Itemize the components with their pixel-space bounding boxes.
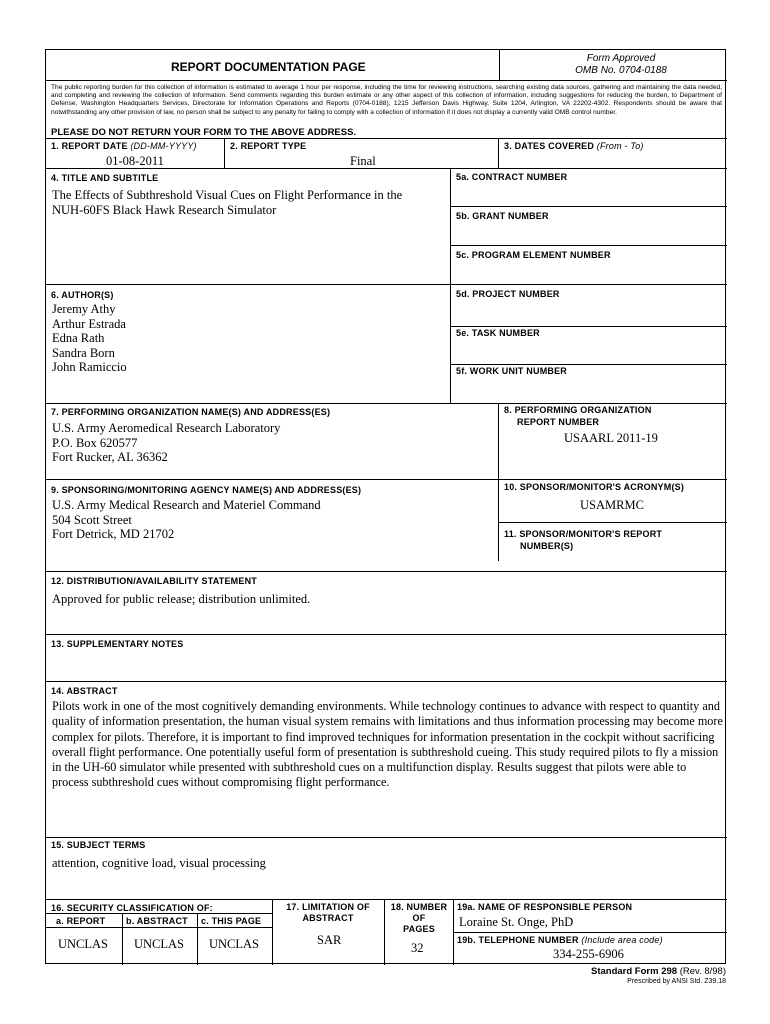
divider [450, 245, 727, 246]
sponsor-report-label [504, 528, 662, 552]
divider [46, 837, 727, 838]
address-line: Fort Rucker, AL 36362 [52, 450, 168, 464]
label-line: 11. SPONSOR/MONITOR'S REPORT [504, 529, 663, 539]
title-line: NUH-60FS Black Hawk Research Simulator [52, 202, 277, 217]
divider [224, 138, 225, 168]
authors-label: 6. AUTHOR(S) [51, 290, 114, 300]
security-abstract-value[interactable]: UNCLAS [134, 937, 185, 951]
label-line: 8. PERFORMING ORGANIZATION [504, 405, 652, 415]
divider [46, 479, 727, 480]
label-line: REPORT NUMBER [517, 417, 600, 427]
author-name: John Ramiccio [52, 360, 127, 374]
security-report-value[interactable]: UNCLAS [58, 937, 109, 951]
report-type-value[interactable]: Final [350, 154, 376, 168]
dates-covered-label: 3. DATES COVERED (From - To) [504, 141, 644, 151]
sponsor-acronym-value[interactable]: USAMRMC [580, 498, 644, 512]
divider [498, 403, 499, 561]
divider [46, 168, 727, 169]
return-notice: PLEASE DO NOT RETURN YOUR FORM TO THE ABOVE ADDRESS. [51, 127, 357, 138]
label-line: ABSTRACT [302, 913, 354, 923]
divider [46, 927, 272, 928]
limitation-value[interactable]: SAR [317, 933, 342, 947]
author-name: Sandra Born [52, 345, 115, 360]
divider [46, 571, 727, 572]
address-line: P.O. Box 620577 [52, 435, 138, 450]
authors-list[interactable] [52, 302, 127, 375]
divider [450, 168, 451, 404]
distribution-label: 12. DISTRIBUTION/AVAILABILITY STATEMENT [51, 576, 257, 586]
abstract-text[interactable]: Pilots work in one of the most cognitively demanding environments. While technology continues to advance with respect to quantity and quality of information presentation, the human visual system remains with limitations and thus information processing may become more complex for pilots. Therefore, it is important to find improved techniques for information presentation in the cockpit without sacrificing overall flight performance. One potentially useful form of presentation is subthreshold cueing. This study required pilots to fly a mission in the UH-60 simulator while presented with subthreshold cues on a multifunction display. Results suggest that pilots were able to process subthreshold cues without compromising flight performance. [52, 699, 723, 790]
performing-report-value[interactable]: USAARL 2011-19 [564, 431, 658, 445]
address-line: Fort Detrick, MD 21702 [52, 527, 175, 541]
security-page-value[interactable]: UNCLAS [209, 937, 260, 951]
report-type-label: 2. REPORT TYPE [230, 141, 307, 151]
grant-number-label: 5b. GRANT NUMBER [456, 211, 549, 221]
task-number-label: 5e. TASK NUMBER [456, 328, 540, 338]
label-line: 18. NUMBER [390, 902, 448, 912]
divider [499, 50, 500, 80]
author-name: Jeremy Athy [52, 302, 116, 316]
subject-terms-value[interactable]: attention, cognitive load, visual processing [52, 856, 266, 870]
divider [197, 913, 198, 965]
abstract-label: 14. ABSTRACT [51, 686, 118, 696]
burden-statement: The public reporting burden for this collection of information is estimated to average 1 hour per response, including the time for reviewing instructions, searching existing data sources, gathering and maintaining the data needed, and completing and reviewing the collection of information. Send comments regarding this burden estimate or any other aspect of this collection of information, including suggestions for reducing the burden, to Department of Defense, Washington Headquarters Services, Directorate for Information Operations and Reports (0704-0188), 1215 Jefferson Davis Highway, Suite 1204, Arlington, VA 22202-4302. Respondents should be aware that notwithstanding any other provision of law, no person shall be subject to any penalty for failing to comply with a collection of information if it does not display a currently valid OMB control number. [51, 84, 722, 116]
divider [450, 206, 727, 207]
title-line: The Effects of Subthreshold Visual Cues on Flight Performance in the [52, 188, 403, 202]
limitation-label [278, 902, 378, 924]
title-label: 4. TITLE AND SUBTITLE [51, 173, 159, 183]
work-unit-label: 5f. WORK UNIT NUMBER [456, 366, 567, 376]
divider [122, 913, 123, 965]
address-line: U.S. Army Aeromedical Research Laboratory [52, 421, 281, 435]
divider [46, 899, 727, 900]
label-line: OF [412, 913, 426, 923]
num-pages-label [387, 902, 451, 935]
telephone-value[interactable]: 334-255-6906 [553, 947, 624, 961]
form-title: REPORT DOCUMENTATION PAGE [171, 60, 366, 74]
divider [450, 364, 727, 365]
address-line: U.S. Army Medical Research and Materiel Command [52, 498, 321, 512]
form-footer [520, 966, 726, 985]
label-line: PAGES [403, 924, 435, 934]
divider [46, 913, 272, 914]
performing-org-label: 7. PERFORMING ORGANIZATION NAME(S) AND ADDRESS(ES) [51, 407, 331, 417]
divider [46, 138, 727, 139]
responsible-person-value[interactable]: Loraine St. Onge, PhD [459, 915, 574, 929]
performing-org-address[interactable] [52, 421, 280, 465]
report-date-value[interactable]: 01-08-2011 [106, 154, 164, 168]
divider [46, 681, 727, 682]
security-page-label: c. THIS PAGE [201, 916, 262, 926]
divider [450, 326, 727, 327]
divider [498, 522, 727, 523]
divider [46, 284, 727, 285]
label-line: 17. LIMITATION OF [286, 902, 370, 912]
contract-number-label: 5a. CONTRACT NUMBER [456, 172, 568, 182]
standard-form: Standard Form 298 (Rev. 8/98) [591, 966, 726, 977]
divider [384, 899, 385, 965]
divider [453, 932, 727, 933]
distribution-value[interactable]: Approved for public release; distribution unlimited. [52, 592, 311, 606]
form-approved-label: Form Approved [586, 53, 656, 64]
supplementary-label: 13. SUPPLEMENTARY NOTES [51, 639, 184, 649]
address-line: 504 Scott Street [52, 512, 132, 527]
form-approved [536, 53, 706, 77]
prescribed-by: Prescribed by ANSI Std. Z39.18 [627, 978, 726, 985]
responsible-person-label: 19a. NAME OF RESPONSIBLE PERSON [457, 902, 633, 912]
omb-number: OMB No. 0704-0188 [575, 65, 667, 76]
security-report-label: a. REPORT [56, 916, 106, 926]
author-name: Arthur Estrada [52, 316, 126, 331]
divider [46, 80, 727, 81]
security-abstract-label: b. ABSTRACT [126, 916, 188, 926]
security-label: 16. SECURITY CLASSIFICATION OF: [51, 903, 213, 913]
project-number-label: 5d. PROJECT NUMBER [456, 289, 560, 299]
report-documentation-form [45, 49, 726, 964]
title-value[interactable] [52, 188, 402, 217]
divider [498, 138, 499, 168]
subject-terms-label: 15. SUBJECT TERMS [51, 840, 146, 850]
performing-report-label [504, 404, 652, 428]
num-pages-value[interactable]: 32 [411, 941, 424, 955]
divider [46, 634, 727, 635]
sponsoring-agency-address[interactable] [52, 498, 321, 542]
label-line: NUMBER(S) [520, 541, 574, 551]
sponsoring-agency-label: 9. SPONSORING/MONITORING AGENCY NAME(S) AND ADDRESS(ES) [51, 485, 362, 495]
divider [272, 899, 273, 965]
telephone-label: 19b. TELEPHONE NUMBER (Include area code) [457, 935, 663, 945]
program-element-label: 5c. PROGRAM ELEMENT NUMBER [456, 250, 611, 260]
author-name: Edna Rath [52, 331, 105, 345]
sponsor-acronym-label: 10. SPONSOR/MONITOR'S ACRONYM(S) [504, 482, 685, 492]
report-date-label: 1. REPORT DATE (DD-MM-YYYY) [51, 141, 197, 151]
